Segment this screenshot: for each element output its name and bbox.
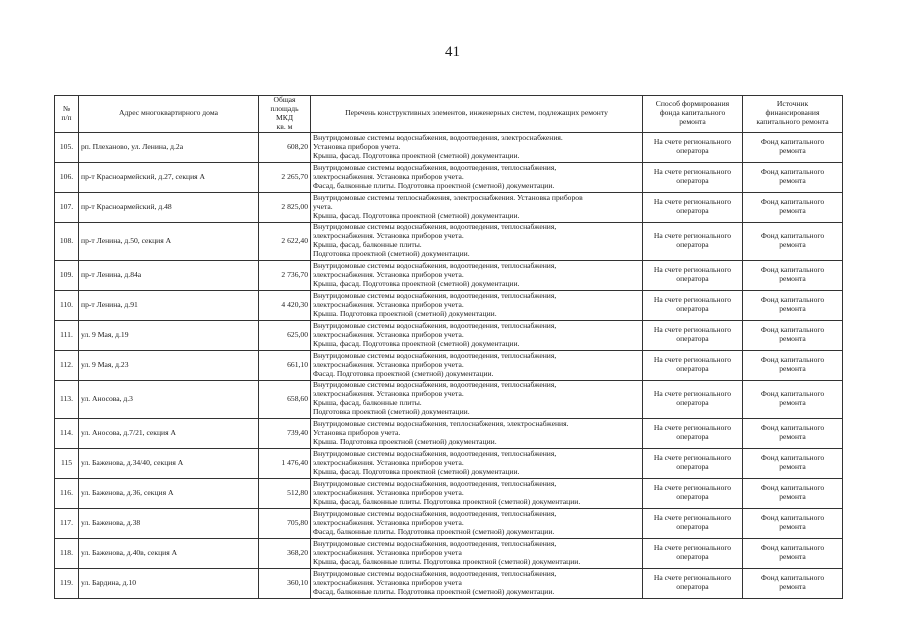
works-line: Подготовка проектной (сметной) документации. <box>313 408 470 417</box>
table-row <box>55 162 843 192</box>
row-funding-source: Фонд капитального ремонта <box>743 320 843 350</box>
row-funding-method: На счете регионального оператора <box>643 192 743 222</box>
row-number: 114. <box>55 418 79 448</box>
row-funding-source: Фонд капитального ремонта <box>743 418 843 448</box>
row-address: ул. Баженова, д.38 <box>79 508 259 538</box>
works-line: Установка приборов учета. <box>313 428 401 437</box>
row-area: 2 825,00 <box>259 192 311 222</box>
row-area: 1 476,40 <box>259 448 311 478</box>
works-line: электроснабжения. Установка приборов учета. <box>313 518 464 527</box>
row-funding-source: Фонд капитального ремонта <box>743 260 843 290</box>
works-line: Крыша, фасад, балконные плиты. Подготовка проектной (сметной) документации. <box>313 557 581 566</box>
row-address: ул. Баженова, д.36, секция А <box>79 478 259 508</box>
row-works <box>311 448 643 478</box>
row-number: 111. <box>55 320 79 350</box>
row-address: пр-т Красноармейский, д.27, секция А <box>79 162 259 192</box>
row-works <box>311 380 643 418</box>
works-line: Внутридомовые системы водоснабжения, водоотведения, теплоснабжения, <box>313 539 557 548</box>
row-funding-method: На счете регионального оператора <box>643 568 743 598</box>
header-works: Перечень конструктивных элементов, инженерных систем, подлежащих ремонту <box>311 96 643 133</box>
row-funding-source: Фонд капитального ремонта <box>743 508 843 538</box>
table-row <box>55 418 843 448</box>
table-row <box>55 448 843 478</box>
row-works <box>311 508 643 538</box>
row-number: 109. <box>55 260 79 290</box>
row-works <box>311 350 643 380</box>
row-area: 2 736,70 <box>259 260 311 290</box>
table-row <box>55 320 843 350</box>
row-address: пр-т Ленина, д.50, секция А <box>79 222 259 260</box>
row-funding-method: На счете регионального оператора <box>643 380 743 418</box>
works-line: Внутридомовые системы водоснабжения, водоотведения, теплоснабжения, <box>313 291 557 300</box>
row-funding-method: На счете регионального оператора <box>643 222 743 260</box>
works-line: Подготовка проектной (сметной) документации. <box>313 250 470 259</box>
header-num: № п/п <box>55 96 79 133</box>
row-funding-source: Фонд капитального ремонта <box>743 538 843 568</box>
works-line: Внутридомовые системы водоснабжения, водоотведения, теплоснабжения, <box>313 261 557 270</box>
row-funding-method: На счете регионального оператора <box>643 132 743 162</box>
capital-repair-table <box>54 95 843 599</box>
works-line: Внутридомовые системы водоснабжения, водоотведения, теплоснабжения, <box>313 351 557 360</box>
row-area: 2 265,70 <box>259 162 311 192</box>
row-area: 360,10 <box>259 568 311 598</box>
row-address: ул. Баженова, д.40в, секция А <box>79 538 259 568</box>
works-line: Крыша, фасад, балконные плиты. <box>313 399 422 408</box>
row-number: 115 <box>55 448 79 478</box>
table-row <box>55 538 843 568</box>
row-funding-method: На счете регионального оператора <box>643 448 743 478</box>
row-number: 112. <box>55 350 79 380</box>
row-address: рп. Плеханово, ул. Ленина, д.2а <box>79 132 259 162</box>
works-line: Крыша, фасад, балконные плиты. <box>313 241 422 250</box>
row-funding-source: Фонд капитального ремонта <box>743 478 843 508</box>
works-line: электроснабжения. Установка приборов учета. <box>313 360 464 369</box>
row-funding-source: Фонд капитального ремонта <box>743 290 843 320</box>
works-line: Фасад, балконные плиты. Подготовка проектной (сметной) документации. <box>313 181 555 190</box>
works-line: электроснабжения. Установка приборов учета. <box>313 172 464 181</box>
row-address: ул. 9 Мая, д.19 <box>79 320 259 350</box>
row-area: 608,20 <box>259 132 311 162</box>
works-line: Внутридомовые системы водоснабжения, водоотведения, теплоснабжения, <box>313 479 557 488</box>
works-line: Крыша, фасад, балконные плиты. Подготовка проектной (сметной) документации. <box>313 497 581 506</box>
works-line: Крыша, фасад. Подготовка проектной (сметной) документации. <box>313 339 520 348</box>
row-works <box>311 538 643 568</box>
header-area: Общая площадь МКД кв. м <box>259 96 311 133</box>
works-line: Крыша, фасад. Подготовка проектной (сметной) документации. <box>313 279 520 288</box>
row-address: ул. Аносова, д.3 <box>79 380 259 418</box>
row-area: 661,10 <box>259 350 311 380</box>
row-works <box>311 568 643 598</box>
works-line: электроснабжения. Установка приборов учета. <box>313 270 464 279</box>
page-number: 41 <box>445 44 460 60</box>
row-funding-source: Фонд капитального ремонта <box>743 568 843 598</box>
row-funding-source: Фонд капитального ремонта <box>743 132 843 162</box>
table-header-row <box>55 96 843 133</box>
works-line: Фасад. Подготовка проектной (сметной) документации. <box>313 369 494 378</box>
works-line: электроснабжения. Установка приборов учета. <box>313 300 464 309</box>
works-line: Внутридомовые системы водоснабжения, водоотведения, теплоснабжения, <box>313 449 557 458</box>
row-number: 113. <box>55 380 79 418</box>
works-line: Внутридомовые системы водоснабжения, водоотведения, электроснабжения. <box>313 133 563 142</box>
row-works <box>311 162 643 192</box>
works-line: электроснабжения. Установка приборов учета. <box>313 458 464 467</box>
works-line: электроснабжения. Установка приборов учета. <box>313 488 464 497</box>
row-funding-source: Фонд капитального ремонта <box>743 192 843 222</box>
row-address: пр-т Ленина, д.84а <box>79 260 259 290</box>
works-line: Внутридомовые системы водоснабжения, водоотведения, теплоснабжения, <box>313 381 557 390</box>
table-row <box>55 260 843 290</box>
row-funding-method: На счете регионального оператора <box>643 478 743 508</box>
row-number: 110. <box>55 290 79 320</box>
row-funding-method: На счете регионального оператора <box>643 350 743 380</box>
row-area: 625,00 <box>259 320 311 350</box>
works-line: Крыша, фасад. Подготовка проектной (сметной) документации. <box>313 151 520 160</box>
row-number: 107. <box>55 192 79 222</box>
works-line: Крыша, фасад. Подготовка проектной (сметной) документации. <box>313 211 520 220</box>
works-line: Внутридомовые системы водоснабжения, водоотведения, теплоснабжения, <box>313 223 557 232</box>
row-address: ул. Бардина, д.10 <box>79 568 259 598</box>
table-row <box>55 568 843 598</box>
row-number: 108. <box>55 222 79 260</box>
row-works <box>311 132 643 162</box>
works-line: электроснабжения. Установка приборов учета. <box>313 232 464 241</box>
row-funding-method: На счете регионального оператора <box>643 162 743 192</box>
header-address: Адрес многоквартирного дома <box>79 96 259 133</box>
row-address: ул. Аносова, д.7/21, секция А <box>79 418 259 448</box>
works-line: Внутридомовые системы водоснабжения, водоотведения, теплоснабжения, <box>313 509 557 518</box>
works-line: учета. <box>313 202 333 211</box>
row-funding-source: Фонд капитального ремонта <box>743 380 843 418</box>
works-line: Внутридомовые системы водоснабжения, водоотведения, теплоснабжения, <box>313 321 557 330</box>
row-funding-method: На счете регионального оператора <box>643 290 743 320</box>
works-line: Установка приборов учета. <box>313 142 401 151</box>
works-line: электроснабжения. Установка приборов учета <box>313 578 462 587</box>
row-address: ул. 9 Мая, д.23 <box>79 350 259 380</box>
row-funding-method: На счете регионального оператора <box>643 538 743 568</box>
works-line: Внутридомовые системы теплоснабжения, электроснабжения. Установка приборов <box>313 193 583 202</box>
works-line: Внутридомовые системы водоснабжения, водоотведения, теплоснабжения, <box>313 569 557 578</box>
row-funding-method: На счете регионального оператора <box>643 260 743 290</box>
works-line: электроснабжения. Установка приборов учета <box>313 548 462 557</box>
row-funding-source: Фонд капитального ремонта <box>743 222 843 260</box>
row-funding-method: На счете регионального оператора <box>643 418 743 448</box>
table-body <box>55 132 843 598</box>
row-works <box>311 320 643 350</box>
table-row <box>55 350 843 380</box>
works-line: Внутридомовые системы водоснабжения, теплоснабжения, электроснабжения. <box>313 419 569 428</box>
row-area: 512,80 <box>259 478 311 508</box>
row-area: 658,60 <box>259 380 311 418</box>
table-row <box>55 192 843 222</box>
row-address: ул. Баженова, д.34/40, секция А <box>79 448 259 478</box>
works-line: электроснабжения. Установка приборов учета. <box>313 390 464 399</box>
row-funding-method: На счете регионального оператора <box>643 508 743 538</box>
row-works <box>311 192 643 222</box>
row-area: 2 622,40 <box>259 222 311 260</box>
row-number: 105. <box>55 132 79 162</box>
row-area: 705,80 <box>259 508 311 538</box>
row-area: 4 420,30 <box>259 290 311 320</box>
works-line: Фасад, балконные плиты. Подготовка проектной (сметной) документации. <box>313 527 555 536</box>
row-number: 119. <box>55 568 79 598</box>
row-works <box>311 478 643 508</box>
table-row <box>55 132 843 162</box>
table-row <box>55 222 843 260</box>
row-works <box>311 418 643 448</box>
table-row <box>55 478 843 508</box>
works-line: Крыша. Подготовка проектной (сметной) документации. <box>313 437 497 446</box>
row-works <box>311 222 643 260</box>
table-row <box>55 290 843 320</box>
row-funding-method: На счете регионального оператора <box>643 320 743 350</box>
row-address: пр-т Ленина, д.91 <box>79 290 259 320</box>
table-row <box>55 380 843 418</box>
works-line: Внутридомовые системы водоснабжения, водоотведения, теплоснабжения, <box>313 163 557 172</box>
works-line: Крыша, фасад. Подготовка проектной (сметной) документации. <box>313 467 520 476</box>
works-line: Крыша. Подготовка проектной (сметной) документации. <box>313 309 497 318</box>
row-funding-source: Фонд капитального ремонта <box>743 162 843 192</box>
row-number: 116. <box>55 478 79 508</box>
row-number: 118. <box>55 538 79 568</box>
works-line: электроснабжения. Установка приборов учета. <box>313 330 464 339</box>
row-address: пр-т Красноармейский, д.48 <box>79 192 259 222</box>
row-number: 106. <box>55 162 79 192</box>
row-area: 368,20 <box>259 538 311 568</box>
works-line: Фасад, балконные плиты. Подготовка проектной (сметной) документации. <box>313 587 555 596</box>
row-funding-source: Фонд капитального ремонта <box>743 448 843 478</box>
row-works <box>311 290 643 320</box>
row-works <box>311 260 643 290</box>
header-method: Способ формирования фонда капитального ремонта <box>643 96 743 133</box>
row-number: 117. <box>55 508 79 538</box>
row-funding-source: Фонд капитального ремонта <box>743 350 843 380</box>
table-row <box>55 508 843 538</box>
row-area: 739,40 <box>259 418 311 448</box>
header-source: Источник финансирования капитального ремонта <box>743 96 843 133</box>
